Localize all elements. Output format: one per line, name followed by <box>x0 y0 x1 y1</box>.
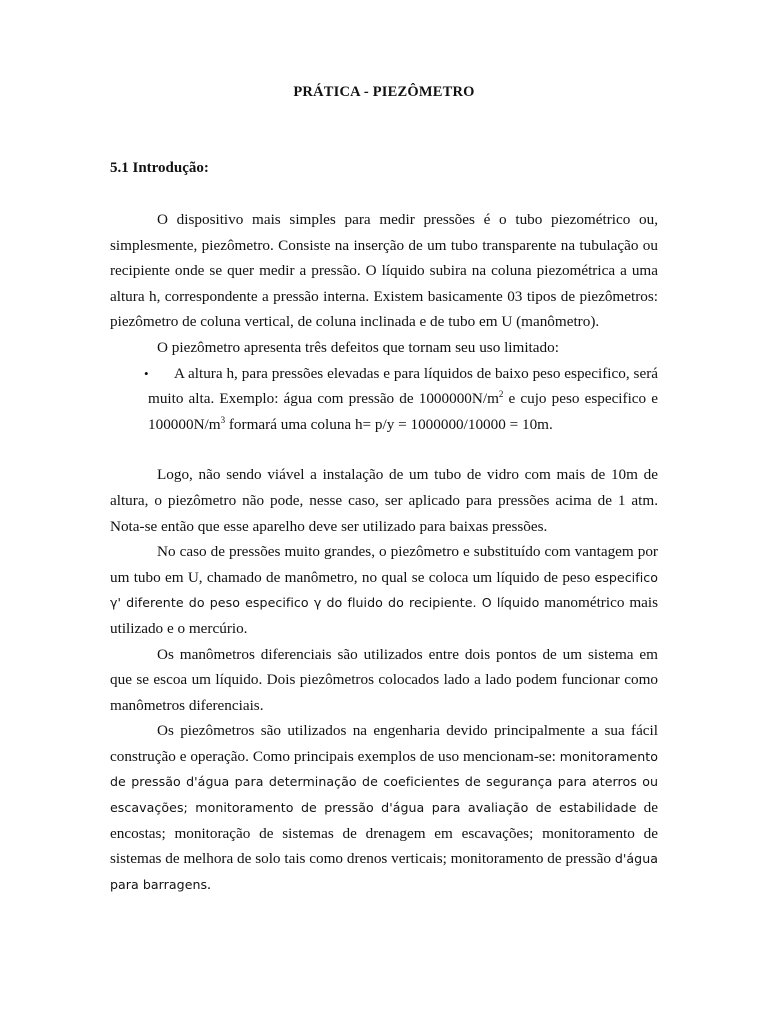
bullet-text <box>148 361 658 438</box>
bullet-text-part2: e cujo peso especifico e 100000N/m <box>148 390 658 433</box>
paragraph-uses <box>110 718 658 897</box>
paragraph-manometer <box>110 539 658 641</box>
bullet-icon: • <box>144 365 149 381</box>
document-body <box>110 207 658 897</box>
paragraph-uses-part5: . <box>207 875 211 893</box>
section-heading: 5.1 Introdução: <box>110 160 209 176</box>
paragraph-manometer-part3: manométrico mais utilizado e o mercúrio. <box>110 594 659 637</box>
paragraph-manometer-part1: No caso de pressões muito grandes, o piezômetro e substituído com vantagem por um tubo em U, chamado de manômetro, no qual se coloca um líquido de peso <box>110 543 658 586</box>
paragraph-uses-part2: monitoramento de pressão d'água para determinação de coeficientes de segurança para aterros ou escavações; monitoramento de pressão d'água para avaliação de estabilidade <box>110 748 658 816</box>
paragraph-uses-part4: d'água para barragens <box>110 851 658 892</box>
paragraph-intro: O dispositivo mais simples para medir pressões é o tubo piezométrico ou, simplesmente, piezômetro. Consiste na inserção de um tubo transparente na tubulação ou recipiente onde se quer medir a pressão. O líquido subira na coluna piezométrica a uma altura h, correspondente a pressão interna. Existem basicamente 03 tipos de piezômetros: piezômetro de coluna vertical, de coluna inclinada e de tubo em U (manômetro). <box>110 211 658 331</box>
paragraph-uses-part1: Os piezômetros são utilizados na engenharia devido principalmente a sua fácil construção e operação. Como principais exemplos de uso mencionam-se: <box>110 722 658 765</box>
paragraph-differential: Os manômetros diferenciais são utilizados entre dois pontos de um sistema em que se escoa um líquido. Dois piezômetros colocados lado a lado podem funcionar como manômetros diferenciais. <box>110 645 658 714</box>
paragraph-defects: O piezômetro apresenta três defeitos que tornam seu uso limitado: <box>157 338 559 356</box>
bullet-text-part3: formará uma coluna h= p/y = 1000000/10000 = 10m. <box>225 415 553 433</box>
bullet-item <box>110 361 658 438</box>
page-title: PRÁTICA - PIEZÔMETRO <box>293 84 475 100</box>
bullet-superscript-2: 3 <box>220 414 226 425</box>
paragraph-gap <box>110 437 658 462</box>
paragraph-uses-part3: de encostas; monitoração de sistemas de drenagem em escavações; monitoramento de sistemas de melhora de solo tais como drenos verticais; monitoramento de pressão <box>110 799 658 868</box>
bullet-text-part1: A altura h, para pressões elevadas e para líquidos de baixo peso especifico, será muito alta. Exemplo: água com pressão de 1000000N/m <box>148 364 658 408</box>
paragraph-manometer-part2: especifico γ' diferente do peso especifico γ do fluido do recipiente. O líquido <box>110 569 658 611</box>
paragraph-viability: Logo, não sendo viável a instalação de um tubo de vidro com mais de 10m de altura, o piezômetro não pode, nesse caso, ser aplicado para pressões acima de 1 atm. Nota-se então que esse aparelho deve ser utilizado para baixas pressões. <box>110 466 658 535</box>
bullet-superscript-1: 2 <box>498 389 504 400</box>
